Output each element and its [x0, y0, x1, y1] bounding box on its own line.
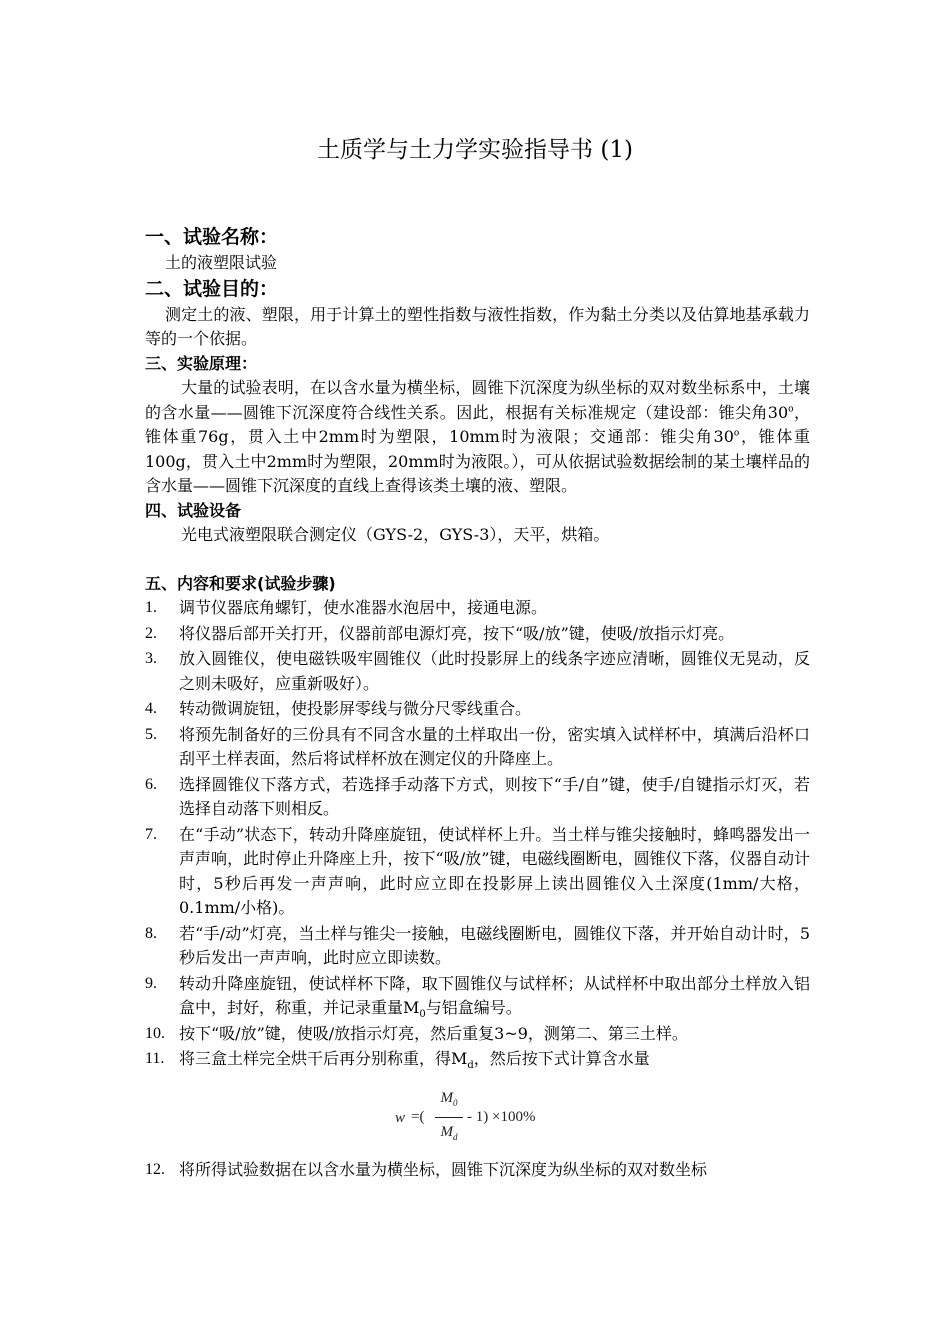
step-text: 放入圆锥仪，使电磁铁吸牢圆锥仪（此时投影屏上的线条字迹应清晰，圆锥仪无晃动，反之则未吸好，应重新吸好）。 [179, 649, 810, 693]
section-3-heading: 三、实验原理： [145, 353, 258, 373]
step-text: 将仪器后部开关打开，仪器前部电源灯亮，按下“吸/放”键，使吸/放指示灯亮。 [179, 623, 735, 643]
list-item [145, 622, 810, 647]
step-text: 按下“吸/放”键，使吸/放指示灯亮，然后重复3~9，测第二、第三土样。 [179, 1023, 688, 1043]
step-number: 3. [145, 650, 157, 667]
steps-list [145, 596, 810, 1072]
list-item [145, 1158, 810, 1183]
formula-rest: - 1) ×100% [467, 1108, 536, 1125]
section-1-heading: 一、试验名称： [145, 226, 279, 248]
water-content-formula [145, 1088, 810, 1142]
section-2-text: 测定土的液、塑限，用于计算土的塑性指数与液性指数，作为黏土分类以及估算地基承载力等的一个依据。 [145, 304, 810, 348]
subscript: 0 [419, 1009, 426, 1021]
list-item [145, 922, 810, 971]
list-item [145, 1022, 810, 1047]
step-text: 若“手/动”灯亮，当土样与锥尖一接触，电磁线圈断电，圆锥仪下落，并开始自动计时，5秒后发出一声声响，此时应立即读数。 [179, 923, 810, 967]
subscript: d [467, 1060, 474, 1072]
section-1-text: 土的液塑限试验 [165, 253, 278, 272]
fraction-bar [435, 1117, 463, 1118]
step-number: 1. [145, 599, 157, 616]
degree-mark: o [733, 428, 740, 439]
step-number: 6. [145, 775, 157, 793]
step-number: 5. [145, 725, 157, 743]
document-title: 土质学与土力学实验指导书 (1) [317, 137, 633, 163]
list-item [145, 773, 810, 822]
step-text: 与铝盒编号。 [425, 998, 522, 1017]
step-number: 10. [145, 1024, 165, 1042]
section-3-text [145, 376, 810, 499]
step-number: 9. [145, 974, 157, 992]
step-text: 将三盒土样完全烘干后再分别称重，得M [179, 1049, 468, 1068]
step-number: 11. [145, 1050, 165, 1067]
spacer [145, 548, 810, 572]
step-text: 转动升降座旋钮，使试样杯下降，取下圆锥仪与试样杯；从试样杯中取出部分土样放入铝盒中，封好，称重，并记录重量M [179, 973, 810, 1017]
section-3-text-a: 大量的试验表明，在以含水量为横坐标，圆锥下沉深度为纵坐标的双对数坐标系中，土壤的含水量——圆锥下沉深度符合线性关系。因此，根据有关标准规定（建设部：锥尖角30 [145, 378, 810, 422]
step-number: 4. [145, 700, 157, 717]
step-text: 选择圆锥仪下落方式，若选择手动落下方式，则按下“手/自”键，使手/自键指示灯灭，若选择自动落下则相反。 [179, 774, 810, 818]
formula-equals: =( [411, 1108, 425, 1125]
list-item [145, 596, 810, 621]
list-item [145, 697, 810, 722]
section-4-heading: 四、试验设备 [145, 500, 242, 520]
formula-lhs: w [395, 1109, 406, 1126]
list-item [145, 1047, 810, 1072]
step-number: 12. [145, 1160, 165, 1178]
section-4-text: 光电式液塑限联合测定仪（GYS-2，GYS-3），天平，烘箱。 [181, 525, 610, 544]
step-number: 8. [145, 924, 157, 942]
steps-list-continued [145, 1158, 810, 1183]
section-3-text-c: ，锥体重100g，贯入土中2mm时为塑限，20mm时为液限。），可从依据试验数据绘制的某土壤样品的含水量——圆锥下沉深度的直线上查得该类土壤的液、塑限。 [145, 427, 810, 495]
formula-denominator [435, 1122, 463, 1147]
section-5-heading: 五、内容和要求(试验步骤) [145, 573, 336, 593]
denominator-var: M [440, 1123, 453, 1140]
list-item [145, 972, 810, 1021]
step-text: 调节仪器底角螺钉，使水准器水泡居中，接通电源。 [179, 598, 548, 617]
document-body [145, 224, 810, 1183]
section-2-heading: 二、试验目的： [145, 277, 279, 300]
step-text: 在“手动”状态下，转动升降座旋钮，使试样杯上升。当土样与锥尖接触时，蜂鸣器发出一声声响，此时停止升降座上升，按下“吸/放”键，电磁线圈断电，圆锥仪下落，仪器自动计时，5秒后再发一声声响，此时应立即在投影屏上读出圆锥仪入土深度(1mm/大格，0.1mm/小格)。 [179, 824, 810, 917]
step-text: 转动微调旋钮，使投影屏零线与微分尺零线重合。 [179, 699, 532, 718]
step-text: ，然后按下式计算含水量 [473, 1049, 650, 1068]
numerator-var: M [440, 1089, 453, 1106]
step-number: 7. [145, 825, 157, 843]
step-text: 将预先制备好的三份具有不同含水量的土样取出一份，密实填入试样杯中，填满后沿杯口刮平土样表面，然后将试样杯放在测定仪的升降座上。 [179, 724, 810, 768]
list-item [145, 647, 810, 696]
degree-mark: o [788, 404, 794, 415]
step-number: 2. [145, 624, 157, 642]
numerator-sub: 0 [453, 1097, 458, 1108]
list-item [145, 723, 810, 772]
section-3-text-b: ，锥体重76g，贯入土中2mm时为塑限，10mm时为液限；交通部：锥尖角30 [145, 402, 810, 446]
formula-numerator [435, 1088, 463, 1113]
step-text: 将所得试验数据在以含水量为横坐标，圆锥下沉深度为纵坐标的双对数坐标 [179, 1159, 708, 1179]
formula-fraction [435, 1088, 463, 1147]
denominator-sub: d [453, 1131, 458, 1142]
list-item [145, 823, 810, 921]
